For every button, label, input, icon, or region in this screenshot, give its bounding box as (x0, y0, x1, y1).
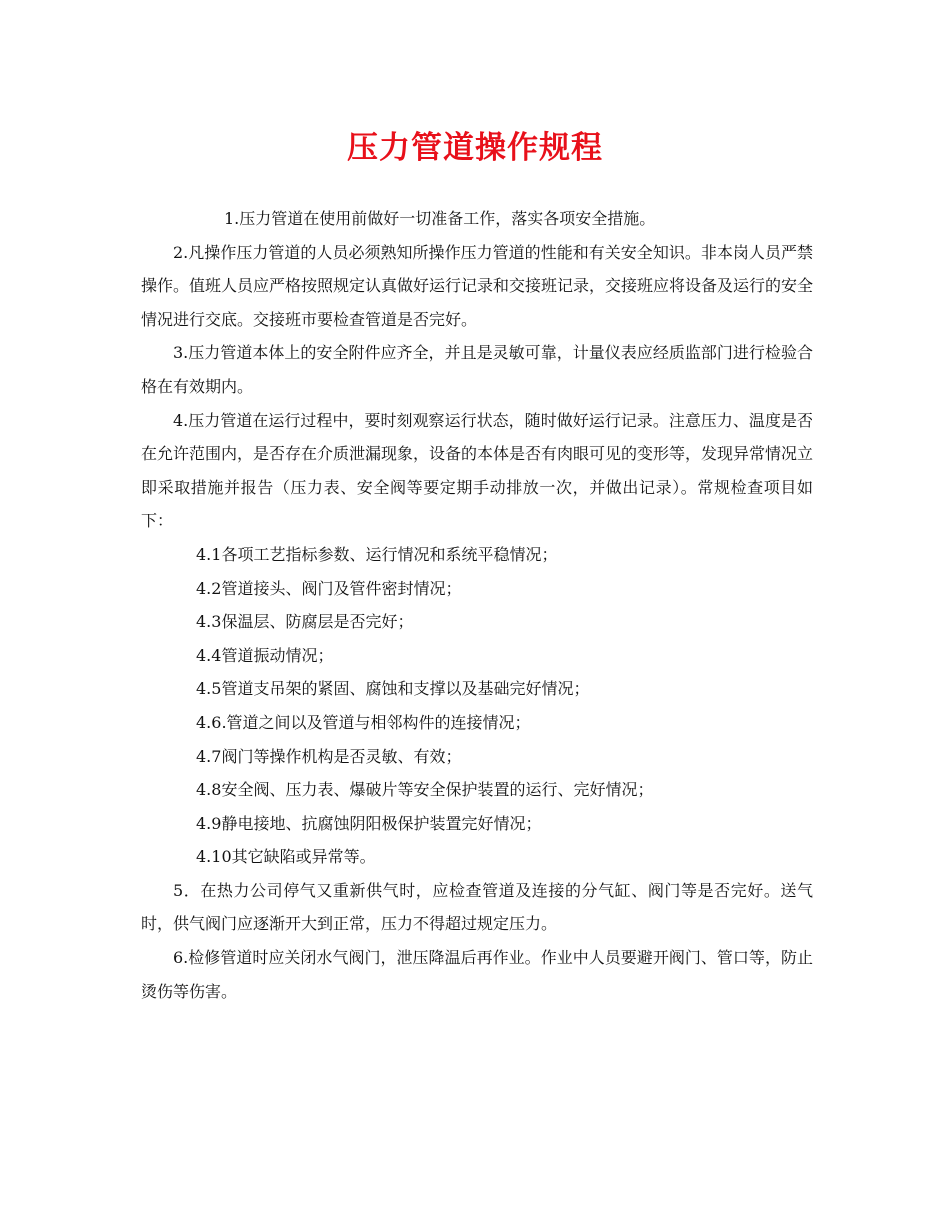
paragraph-6: 6.检修管道时应关闭水气阀门，泄压降温后再作业。作业中人员要避开阀门、管口等，防止烫伤等伤害。 (141, 948, 813, 1001)
check-item-4-2: 4.2管道接头、阀门及管件密封情况； (196, 578, 462, 598)
paragraph-1: 1.压力管道在使用前做好一切准备工作，落实各项安全措施。 (224, 209, 656, 228)
check-item-4-4: 4.4管道振动情况； (196, 645, 334, 665)
check-item-4-5: 4.5管道支吊架的紧固、腐蚀和支撑以及基础完好情况； (196, 679, 590, 699)
document-title: 压力管道操作规程 (347, 130, 603, 166)
paragraph-2: 2.凡操作压力管道的人员必须熟知所操作压力管道的性能和有关安全知识。非本岗人员严禁操作。值班人员应严格按照规定认真做好运行记录和交接班记录，交接班应将设备及运行的安全情况进行交底。交接班市要检查管道是否完好。 (141, 242, 814, 329)
paragraph-3: 3.压力管道本体上的安全附件应齐全，并且是灵敏可靠，计量仪表应经质监部门进行检验合格在有效期内。 (141, 343, 813, 396)
paragraph-4: 4.压力管道在运行过程中，要时刻观察运行状态，随时做好运行记录。注意压力、温度是否在允许范围内，是否存在介质泄漏现象，设备的本体是否有肉眼可见的变形等，发现异常情况立即采取措施并报告（压力表、安全阀等要定期手动排放一次，并做出记录）。常规检查项目如下： (141, 410, 814, 531)
check-item-4-6: 4.6.管道之间以及管道与相邻构件的连接情况； (196, 712, 531, 732)
check-item-4-3: 4.3保温层、防腐层是否完好； (196, 612, 414, 632)
check-item-4-10: 4.10其它缺陷或异常等。 (196, 847, 376, 867)
check-item-4-7: 4.7阀门等操作机构是否灵敏、有效； (196, 746, 462, 766)
check-item-4-8: 4.8安全阀、压力表、爆破片等安全保护装置的运行、完好情况； (196, 780, 654, 800)
document-body (141, 202, 813, 1008)
paragraph-5: 5．在热力公司停气又重新供气时，应检查管道及连接的分气缸、阀门等是否完好。送气时，供气阀门应逐渐开大到正常，压力不得超过规定压力。 (141, 880, 813, 934)
check-item-4-1: 4.1各项工艺指标参数、运行情况和系统平稳情况； (196, 544, 558, 564)
check-item-4-9: 4.9静电接地、抗腐蚀阴阳极保护装置完好情况； (196, 813, 542, 833)
